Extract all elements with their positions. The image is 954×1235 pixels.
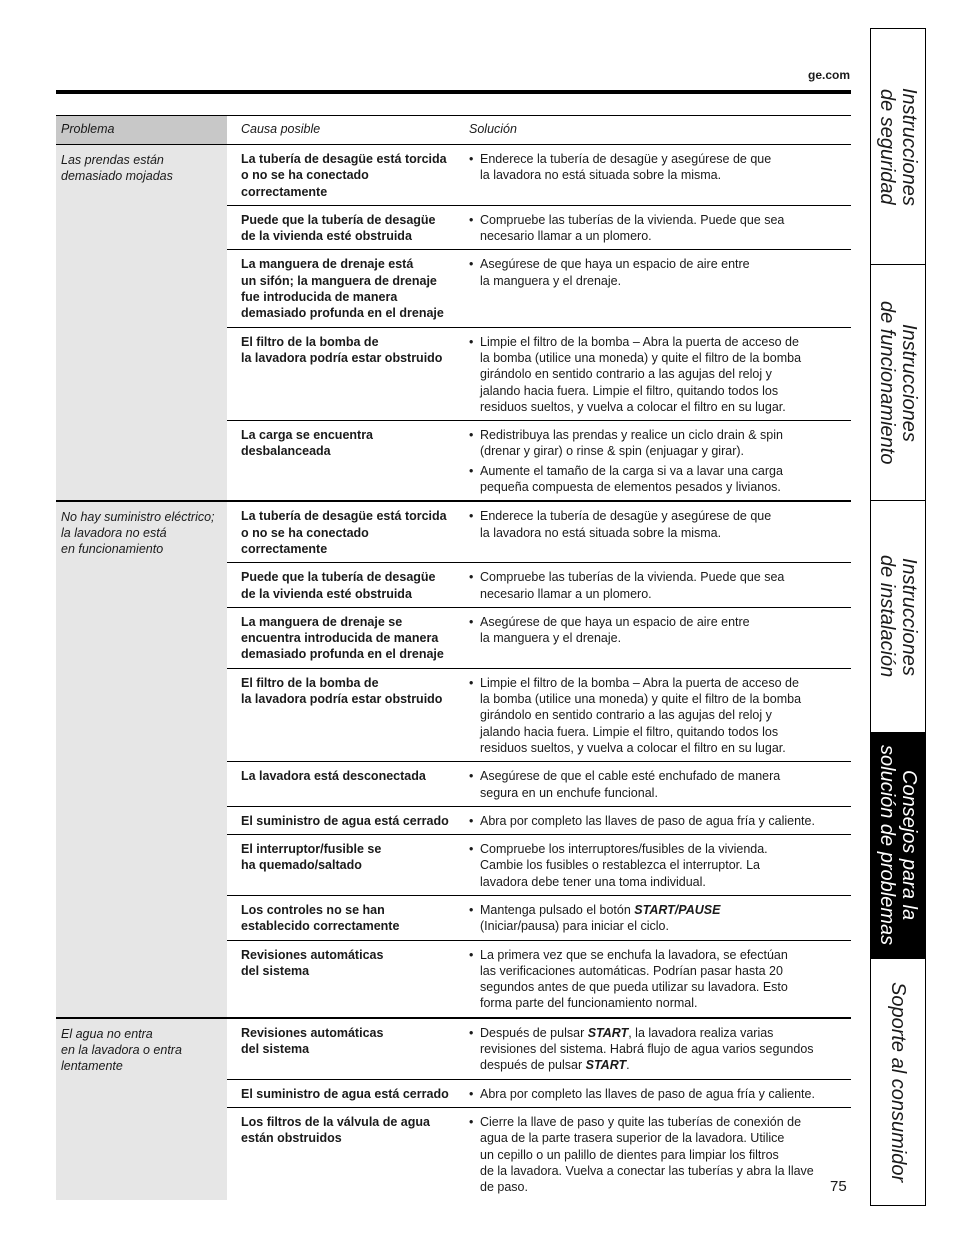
bullet-dot: •: [469, 947, 474, 962]
cause-text: El filtro de la bomba de la lavadora podría estar obstruido: [241, 334, 443, 365]
section-tab[interactable]: [871, 959, 925, 1205]
solution-fragment: .: [626, 1058, 630, 1073]
bullet-dot: •: [469, 902, 474, 917]
solution-text: Limpie el filtro de la bomba – Abra la puerta de acceso de la bomba (utilice una moneda) y quite el filtro de la bomba girándolo en sentido contrario a las agujas del reloj y jalando hacia fuera. Limpie el filtro, quitando todos los residuos sueltos, y vuelva a colocar el filtro en su lugar.: [480, 334, 802, 414]
solution-bullet: [469, 334, 851, 415]
cause-solution-rows: [227, 145, 851, 500]
solution-text: [480, 1025, 851, 1074]
solution-bullet: [469, 569, 851, 602]
table-row: [227, 328, 851, 421]
table-row: [227, 206, 851, 251]
solution-text: Compruebe las tuberías de la vivienda. Puede que sea necesario llamar a un plomero.: [480, 212, 785, 244]
section-tabs: [870, 28, 926, 1206]
cause-text: El filtro de la bomba de la lavadora podría estar obstruido: [241, 675, 443, 707]
cause-text: Los filtros de la válvula de agua están obstruidos: [241, 1114, 430, 1146]
table-row: [227, 145, 851, 206]
solution-bullet: [469, 1086, 851, 1102]
solution-cell: [456, 768, 851, 801]
bullet-dot: •: [469, 334, 474, 349]
header-solution: Solución: [469, 122, 517, 136]
solution-text: Abra por completo las llaves de paso de agua fría y caliente.: [480, 813, 815, 828]
table-row: [227, 669, 851, 762]
solution-bullet: [469, 675, 851, 756]
cause-text: Puede que la tubería de desagüe de la vivienda esté obstruida: [241, 570, 436, 601]
solution-cell: [456, 1086, 851, 1102]
cause-text: La tubería de desagüe está torcida o no se ha conectado correctamente: [241, 509, 447, 556]
solution-bullet: [469, 947, 851, 1012]
solution-text: Limpie el filtro de la bomba – Abra la puerta de acceso de la bomba (utilice una moneda) y quite el filtro de la bomba girándolo en sentido contrario a las agujas del reloj y jalando hacia fuera. Limpie el filtro, quitando todos los residuos sueltos, y vuelva a colocar el filtro en su lugar.: [480, 675, 802, 755]
table-row: [227, 608, 851, 669]
solution-bullet: [469, 427, 851, 460]
section-tab[interactable]: [871, 29, 925, 265]
section-tab[interactable]: [871, 501, 925, 733]
problem-label: Las prendas están demasiado mojadas: [56, 145, 227, 500]
solution-cell: [456, 1114, 851, 1195]
section-tab-label: Instrucciones de instalación: [876, 555, 920, 678]
table-row: [227, 1080, 851, 1108]
solution-text: Redistribuya las prendas y realice un ciclo drain & spin (drenar y girar) o rinse & spin (enjuagar y girar).: [480, 428, 783, 459]
solution-cell: [456, 334, 851, 415]
table-row: [227, 1019, 851, 1080]
problem-label: El agua no entra en la lavadora o entra lentamente: [56, 1019, 227, 1201]
table-row: [227, 421, 851, 500]
bullet-dot: •: [469, 1086, 474, 1101]
solution-text: La primera vez que se enchufa la lavadora, se efectúan las verificaciones automáticas. Podrían pasar hasta 20 segundos antes de que pueda utilizar su lavadora. Esto forma parte del funcionamiento normal.: [480, 947, 788, 1011]
solution-cell: [456, 813, 851, 829]
cause-text: Revisiones automáticas del sistema: [241, 1025, 384, 1057]
solution-cell: [456, 1025, 851, 1074]
solution-cell: [456, 256, 851, 321]
solution-text: Abra por completo las llaves de paso de agua fría y caliente.: [480, 1086, 815, 1101]
solution-bullet: [469, 151, 851, 184]
bullet-dot: •: [469, 212, 474, 227]
bullet-dot: •: [469, 428, 474, 443]
solution-cell: [456, 151, 851, 200]
bullet-dot: •: [469, 570, 474, 585]
solution-bullet: [469, 614, 851, 647]
section-tab[interactable]: [871, 265, 925, 501]
solution-bullet: [469, 902, 851, 935]
solution-cell: [456, 569, 851, 602]
solution-cell: [456, 841, 851, 890]
problem-group: [56, 145, 851, 502]
bullet-dot: •: [469, 509, 474, 524]
solution-text: Asegúrese de que haya un espacio de aire entre la manguera y el drenaje.: [480, 257, 750, 288]
bullet-dot: •: [469, 675, 474, 690]
solution-bullet: [469, 463, 851, 496]
bullet-dot: •: [469, 813, 474, 828]
table-row: [227, 835, 851, 896]
solution-bullet: [469, 256, 851, 289]
cause-text: El interruptor/fusible se ha quemado/saltado: [241, 842, 382, 873]
solution-bullet: [469, 212, 851, 245]
table-row: [227, 762, 851, 807]
cause-text: El suministro de agua está cerrado: [241, 813, 449, 828]
cause-text: La tubería de desagüe está torcida o no se ha conectado correctamente: [241, 152, 447, 199]
solution-text: Enderece la tubería de desagüe y asegúrese de que la lavadora no está situada sobre la misma.: [480, 152, 772, 183]
cause-text: El suministro de agua está cerrado: [241, 1086, 449, 1101]
bullet-dot: •: [469, 463, 474, 478]
header-rule: [56, 90, 851, 94]
section-tab-label: Consejos para la solución de problemas: [876, 745, 920, 946]
bullet-dot: •: [469, 1025, 474, 1040]
problem-label: No hay suministro eléctrico; la lavadora no está en funcionamiento: [56, 502, 227, 1016]
solution-cell: [456, 427, 851, 495]
solution-fragment: , la lavadora realiza varias revisiones del sistema. Habrá flujo de agua varios segundos después de pulsar: [480, 1025, 814, 1073]
solution-bullet: [469, 841, 851, 890]
solution-cell: [456, 675, 851, 756]
solution-fragment: Después de pulsar: [480, 1025, 588, 1040]
page-number: 75: [830, 1178, 847, 1195]
section-tab-label: Soporte al consumidor: [887, 981, 909, 1183]
cause-text: Los controles no se han establecido correctamente: [241, 902, 400, 934]
button-name: START: [587, 1025, 629, 1040]
cause-text: La manguera de drenaje se encuentra introducida de manera demasiado profunda en el drenaje: [241, 614, 444, 662]
solution-text: Cierre la llave de paso y quite las tuberías de conexión de agua de la parte trasera superior de la lavadora. Utilice un cepillo o un palillo de dientes para limpiar los filtros de la lavadora. Vuelva a conectar las tuberías y abra la llave de paso.: [480, 1114, 814, 1195]
solution-text: Compruebe las tuberías de la vivienda. Puede que sea necesario llamar a un plomero.: [480, 570, 785, 601]
button-name: START/PAUSE: [634, 902, 721, 917]
solution-text: Compruebe los interruptores/fusibles de la vivienda. Cambie los fusibles o restablezca el interruptor. La lavadora debe tener una toma individual.: [480, 842, 768, 889]
bullet-dot: •: [469, 769, 474, 784]
problem-group: [56, 1019, 851, 1201]
solution-text: Asegúrese de que el cable esté enchufado de manera segura en un enchufe funcional.: [480, 769, 781, 800]
section-tab[interactable]: [871, 733, 925, 959]
solution-cell: [456, 902, 851, 935]
solution-cell: [456, 947, 851, 1012]
solution-fragment: Mantenga pulsado el botón: [480, 902, 635, 917]
cause-solution-rows: [227, 502, 851, 1016]
cause-text: La carga se encuentra desbalanceada: [241, 428, 374, 459]
cause-solution-rows: [227, 1019, 851, 1201]
solution-bullet: [469, 1114, 851, 1195]
solution-bullet: [469, 1025, 851, 1074]
solution-bullet: [469, 508, 851, 541]
solution-text: Aumente el tamaño de la carga si va a lavar una carga pequeña compuesta de elementos pesados y livianos.: [480, 463, 783, 495]
cause-text: Puede que la tubería de desagüe de la vivienda esté obstruida: [241, 212, 436, 244]
troubleshooting-table: [56, 115, 851, 1200]
solution-text: Enderece la tubería de desagüe y asegúrese de que la lavadora no está situada sobre la misma.: [480, 509, 772, 540]
table-row: [227, 250, 851, 327]
bullet-dot: •: [469, 1114, 474, 1129]
bullet-dot: •: [469, 614, 474, 629]
solution-text: Asegúrese de que haya un espacio de aire entre la manguera y el drenaje.: [480, 614, 750, 646]
table-header: [56, 115, 851, 145]
solution-fragment: (Iniciar/pausa) para iniciar el ciclo.: [480, 919, 669, 934]
table-row: [227, 896, 851, 941]
table-row: [227, 563, 851, 608]
header-problem: Problema: [56, 116, 227, 144]
header-cause: Causa posible: [241, 122, 321, 136]
button-name: START: [585, 1058, 627, 1073]
solution-text: [480, 902, 851, 935]
solution-bullet: [469, 813, 851, 829]
table-row: [227, 502, 851, 563]
solution-cell: [456, 508, 851, 557]
bullet-dot: •: [469, 152, 474, 166]
table-row: [227, 941, 851, 1017]
table-row: [227, 807, 851, 835]
cause-text: Revisiones automáticas del sistema: [241, 947, 384, 978]
table-row: [227, 1108, 851, 1200]
problem-group: [56, 502, 851, 1018]
solution-cell: [456, 212, 851, 245]
bullet-dot: •: [469, 257, 474, 272]
cause-text: La manguera de drenaje está un sifón; la manguera de drenaje fue introducida de manera demasiado profunda en el drenaje: [241, 257, 444, 321]
section-tab-label: Instrucciones de seguridad: [876, 87, 920, 206]
solution-cell: [456, 614, 851, 663]
section-tab-label: Instrucciones de funcionamiento: [876, 300, 920, 465]
problem-groups: [56, 145, 851, 1200]
solution-bullet: [469, 768, 851, 801]
site-url[interactable]: ge.com: [807, 68, 850, 82]
bullet-dot: •: [469, 842, 474, 857]
cause-text: La lavadora está desconectada: [241, 769, 426, 784]
